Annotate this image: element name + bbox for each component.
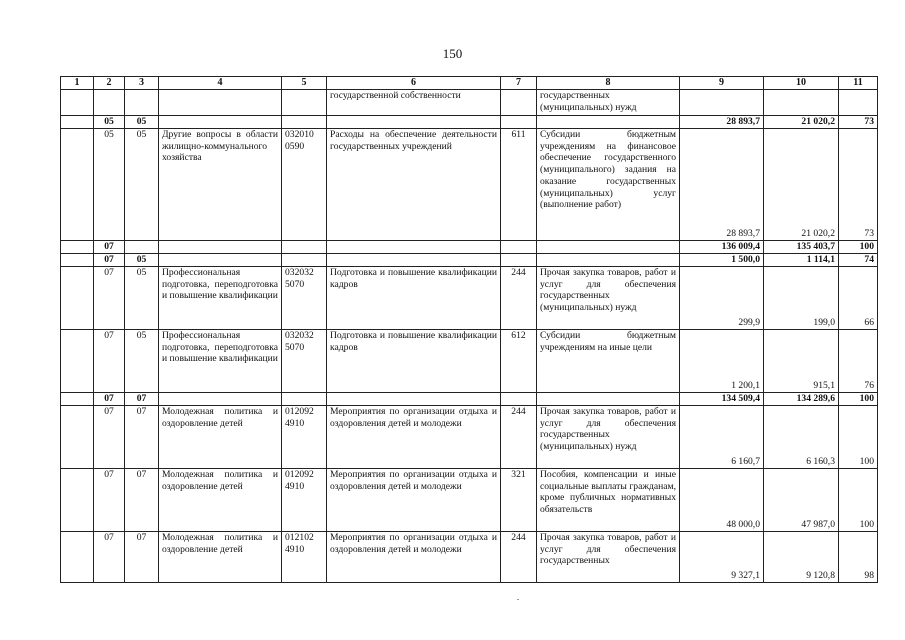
cell-subsection: 05 [125,116,159,129]
cell-planned: 48 000,0 [680,469,764,532]
cell-subsection: 05 [125,330,159,393]
cell-expense-code [501,241,537,254]
cell-subsection: 07 [125,532,159,583]
cell-expense-name [537,393,680,406]
cell-percent: 100 [839,393,878,406]
table-row-total [61,241,878,254]
cell-target-code: 032010 0590 [282,129,327,241]
cell-subsection-name: Молодежная политика и оздоровление детей [159,469,282,532]
cell-subsection-name [159,90,282,116]
cell-actual [764,90,839,116]
cell-subsection-name [159,254,282,267]
column-header-7: 7 [501,77,537,90]
cell-actual: 21 020,2 [764,116,839,129]
column-header-1: 1 [61,77,94,90]
cell-subsection-name: Другие вопросы в области жилищно-коммунального хозяйства [159,129,282,241]
cell-actual: 6 160,3 [764,406,839,469]
cell-subsection-name [159,393,282,406]
cell-percent: 100 [839,241,878,254]
cell-expense-name: Субсидии бюджетным учреждениям на финансовое обеспечение государственного (муниципального) задания на оказание государственных (муниципальных) услуг (выполнение работ) [537,129,680,241]
cell-section: 07 [94,241,125,254]
cell-col1 [61,406,94,469]
cell-section: 07 [94,393,125,406]
cell-target-code [282,241,327,254]
cell-target-code: 012102 4910 [282,532,327,583]
cell-subsection: 05 [125,129,159,241]
column-header-8: 8 [537,77,680,90]
cell-expense-name [537,116,680,129]
header-row [61,77,878,90]
cell-percent: 73 [839,129,878,241]
cell-actual: 199,0 [764,267,839,330]
cell-actual: 135 403,7 [764,241,839,254]
cell-expense-code [501,393,537,406]
cell-planned: 1 200,1 [680,330,764,393]
cell-section: 07 [94,469,125,532]
cell-percent: 73 [839,116,878,129]
cell-target-name: Мероприятия по организации отдыха и оздоровления детей и молодежи [327,469,501,532]
cell-col1 [61,129,94,241]
table-row [61,469,878,532]
cell-target-code [282,90,327,116]
table-row-total [61,116,878,129]
cell-target-name [327,241,501,254]
cell-subsection-name: Профессиональная подготовка, переподготовка и повышение квалификации [159,267,282,330]
cell-col1 [61,532,94,583]
cell-expense-code [501,254,537,267]
cell-section [94,90,125,116]
cell-expense-name: государственных (муниципальных) нужд [537,90,680,116]
cell-section: 07 [94,532,125,583]
cell-target-code: 012092 4910 [282,406,327,469]
cell-actual: 1 114,1 [764,254,839,267]
cell-planned: 9 327,1 [680,532,764,583]
cell-target-name: Расходы на обеспечение деятельности государственных учреждений [327,129,501,241]
table-row [61,330,878,393]
cell-subsection-name [159,241,282,254]
cell-section: 05 [94,129,125,241]
cell-expense-name [537,241,680,254]
cell-expense-code: 321 [501,469,537,532]
cell-target-name: Мероприятия по организации отдыха и оздоровления детей и молодежи [327,532,501,583]
cell-subsection: 07 [125,393,159,406]
column-header-4: 4 [159,77,282,90]
cell-section: 07 [94,330,125,393]
cell-expense-name: Прочая закупка товаров, работ и услуг для обеспечения государственных (муниципальных) нужд [537,267,680,330]
cell-target-code [282,254,327,267]
scan-artifact [517,599,519,600]
column-header-6: 6 [327,77,501,90]
cell-target-code [282,116,327,129]
cell-percent: 100 [839,406,878,469]
cell-planned: 28 893,7 [680,129,764,241]
table-row [61,267,878,330]
cell-target-code [282,393,327,406]
cell-col1 [61,267,94,330]
cell-percent: 74 [839,254,878,267]
table-row [61,532,878,583]
table-row-total [61,254,878,267]
cell-planned: 28 893,7 [680,116,764,129]
cell-actual: 9 120,8 [764,532,839,583]
cell-percent: 76 [839,330,878,393]
cell-planned: 6 160,7 [680,406,764,469]
table-row-total [61,393,878,406]
cell-expense-name: Прочая закупка товаров, работ и услуг для обеспечения государственных [537,532,680,583]
cell-section: 07 [94,267,125,330]
cell-planned: 136 009,4 [680,241,764,254]
cell-expense-code: 244 [501,267,537,330]
cell-col1 [61,393,94,406]
cell-col1 [61,330,94,393]
cell-expense-name: Пособия, компенсации и иные социальные выплаты гражданам, кроме публичных нормативных обязательств [537,469,680,532]
cell-expense-code [501,90,537,116]
column-header-11: 11 [839,77,878,90]
cell-actual: 47 987,0 [764,469,839,532]
cell-target-name: Подготовка и повышение квалификации кадров [327,330,501,393]
cell-expense-name [537,254,680,267]
cell-subsection: 07 [125,406,159,469]
cell-actual: 21 020,2 [764,129,839,241]
cell-expense-code [501,116,537,129]
cell-subsection-name: Молодежная политика и оздоровление детей [159,532,282,583]
cell-percent: 66 [839,267,878,330]
cell-planned: 1 500,0 [680,254,764,267]
cell-subsection-name: Профессиональная подготовка, переподготовка и повышение квалификации [159,330,282,393]
budget-table [60,76,878,583]
cell-col1 [61,469,94,532]
cell-planned: 299,9 [680,267,764,330]
cell-target-code: 012092 4910 [282,469,327,532]
cell-expense-code: 611 [501,129,537,241]
cell-subsection: 07 [125,469,159,532]
cell-target-name [327,116,501,129]
cell-target-name: государственной собственности [327,90,501,116]
cell-subsection-name [159,116,282,129]
cell-expense-name: Прочая закупка товаров, работ и услуг для обеспечения государственных (муниципальных) нужд [537,406,680,469]
table-row [61,90,878,116]
cell-percent: 98 [839,532,878,583]
cell-expense-code: 612 [501,330,537,393]
cell-planned [680,90,764,116]
cell-section: 05 [94,116,125,129]
column-header-3: 3 [125,77,159,90]
table-row [61,406,878,469]
cell-percent: 100 [839,469,878,532]
cell-expense-name: Субсидии бюджетным учреждениям на иные цели [537,330,680,393]
cell-subsection: 05 [125,267,159,330]
cell-percent [839,90,878,116]
column-header-5: 5 [282,77,327,90]
cell-subsection [125,241,159,254]
cell-target-name [327,254,501,267]
cell-subsection: 05 [125,254,159,267]
cell-actual: 134 289,6 [764,393,839,406]
cell-section: 07 [94,406,125,469]
cell-subsection [125,90,159,116]
cell-target-code: 032032 5070 [282,330,327,393]
cell-expense-code: 244 [501,532,537,583]
cell-section: 07 [94,254,125,267]
cell-target-name: Подготовка и повышение квалификации кадров [327,267,501,330]
column-header-2: 2 [94,77,125,90]
cell-col1 [61,90,94,116]
cell-target-code: 032032 5070 [282,267,327,330]
cell-expense-code: 244 [501,406,537,469]
cell-col1 [61,116,94,129]
cell-planned: 134 509,4 [680,393,764,406]
cell-actual: 915,1 [764,330,839,393]
cell-col1 [61,254,94,267]
cell-subsection-name: Молодежная политика и оздоровление детей [159,406,282,469]
cell-target-name [327,393,501,406]
cell-target-name: Мероприятия по организации отдыха и оздоровления детей и молодежи [327,406,501,469]
column-header-9: 9 [680,77,764,90]
cell-col1 [61,241,94,254]
table-row [61,129,878,241]
column-header-10: 10 [764,77,839,90]
page-number: 150 [442,46,463,61]
